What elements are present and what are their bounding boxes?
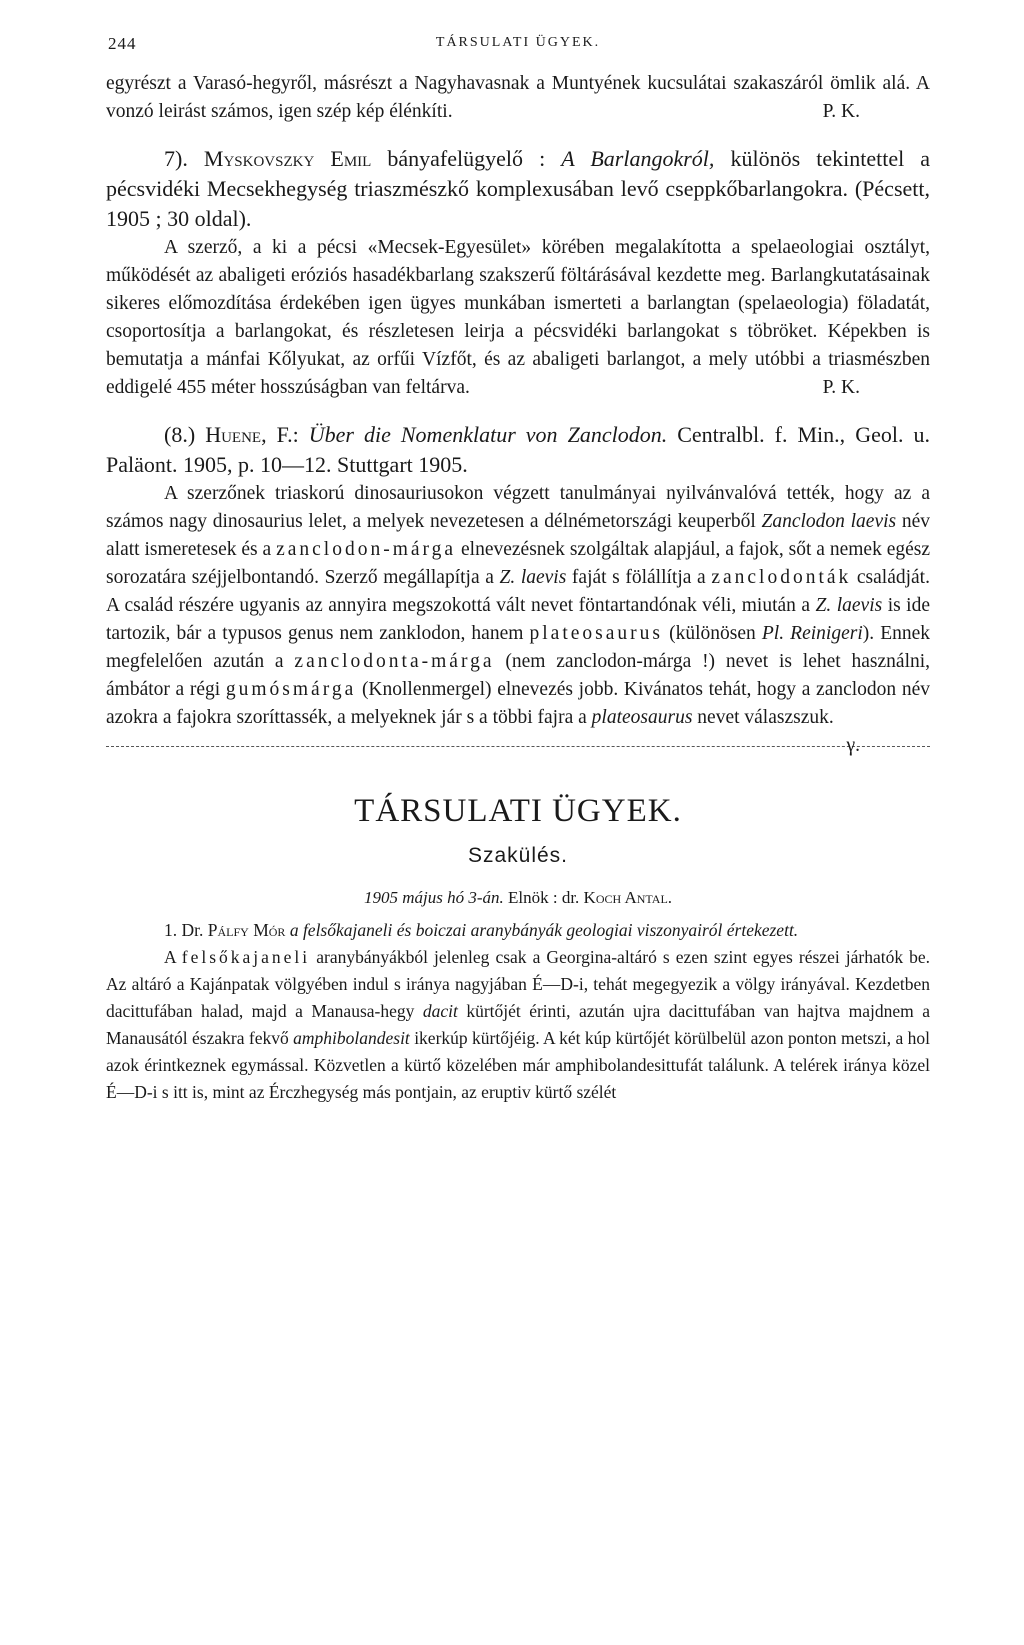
review-signature: P. K. <box>822 101 860 122</box>
review-paragraph <box>106 480 931 756</box>
meeting-date: 1905 május hó 3-án. <box>363 888 504 907</box>
chair-name: Koch Antal. <box>583 888 673 907</box>
review-text: (különösen <box>669 623 756 644</box>
section-title: TÁRSULATI ÜGYEK. <box>354 793 682 829</box>
review-text: nevet válaszszuk. <box>697 707 834 728</box>
review-signature: γ. <box>846 735 860 756</box>
review-text: elnevezésnek szolgáltak alapjául, a fajok, sőt a nemek egész sorozatára széjjelbontandó. Szerző megállapítja a <box>106 539 931 588</box>
item-title: a felsőkajaneli és boiczai aranybányák geologiai viszonyairól értekezett. <box>289 920 799 940</box>
review-text: (Knollenmergel) elnevezés jobb. Kivánatos tehát, hogy a zanclodon név azokra a fajokra szoríttassék, a melyeknek jár s a többi fajra a <box>106 679 930 728</box>
entry-citation: különös tekintettel a pécsvidéki Mecsekhegység triaszmészkő komplexusában levő cseppkőbarlangokra. (Pécsett, 1905 ; 30 oldal). <box>106 146 931 231</box>
taxon-name: Pl. Reinigeri <box>761 623 863 644</box>
entry-author: Myskovszky Emil <box>203 146 372 171</box>
page-number: 244 <box>108 34 137 53</box>
item-author: Pálfy Mór <box>207 920 286 940</box>
entry-number: 7). <box>164 146 188 171</box>
running-head: TÁRSULATI ÜGYEK. <box>435 35 601 50</box>
review-paragraph <box>106 234 930 402</box>
page-header <box>108 26 928 56</box>
spaced-term: felsőkajaneli <box>181 947 311 967</box>
item-text: A <box>164 947 176 967</box>
bibliography-entry-8 <box>106 420 930 480</box>
review-text: (nem zanclodon-márga !) nevet is lehet használni, ámbátor a régi <box>106 651 931 700</box>
chair-label: Elnök : dr. <box>507 888 580 907</box>
review-text: A szerző, a ki a pécsi «Mecsek-Egyesület» körében megalakította a spelaeologiai osztályt, működését az abaligeti eróziós hasadékbarlang szakszerű föltárásával kezdette meg. Barlangkutatásainak sikeres előmozdítása érdekében igen ügyes munkában ismerteti a barlangtan (spelaeologia) föladatát, csoportosítja a barlangokat, és részletesen leirja a pécsvidéki barlangokat s töbröket. Képekben is bemutatja a mánfai Kőlyukat, az orfűi Vízfőt, és az abaligeti barlangot, a mely utóbbi a triasmészben eddigelé 455 méter hosszúságban van feltárva. <box>106 237 930 398</box>
entry-title: A Barlangokról, <box>561 146 715 171</box>
review-text: A szerzőnek triaskorú dinosauriusokon végzett tanulmányai nyilvánvalóvá tették, hogy az a számos nagy dinosaurius lelet, a melyek nevezetesen a délnémetországi keuperből <box>106 483 930 532</box>
bibliography-entry-7 <box>106 144 930 234</box>
entry-number: (8.) <box>164 422 196 447</box>
page-body <box>106 70 930 1106</box>
entry-author: Huene, F. <box>205 422 293 447</box>
item-number: 1. Dr. <box>164 920 204 940</box>
item-text: ikerkúp kürtőjéig. A két kúp kürtőjét körülbelül azon ponton metszi, a hol azok érintkeznek egymással. Közvetlen a kürtő közelében már amphibolandesittufát találunk. A telérek iránya közel É—D-i s itt is, mint az Érczhegység más pontjain, az eruptiv kürtő szélét <box>106 1028 931 1102</box>
section-subtitle: Szakülés. <box>467 844 569 867</box>
entry-title: Über die Nomenklatur von Zanclodon. <box>308 422 668 447</box>
spaced-term: gumósmárga <box>225 679 357 700</box>
meeting-info <box>106 885 930 911</box>
item-text: kürtőjét érinti, azután ujra dacittufában van hajtva majdnem a Manausától északra fekvő <box>106 1001 931 1048</box>
entry-colon: : <box>292 422 299 447</box>
review-text: név alatt ismeretesek és a <box>106 511 930 560</box>
review-text: faját s fölállítja a <box>571 567 706 588</box>
review-text: is ide tartozik, bár a typusos genus nem zanklodon, hanem <box>106 595 931 644</box>
taxon-name: Z. laevis <box>815 595 883 616</box>
review-signature: P. K. <box>822 377 860 398</box>
agenda-item-1 <box>106 917 930 944</box>
review-text: családját. A család részére ugyanis az annyira megszokottá vált nevet föntartandónak véli, miután a <box>106 567 930 616</box>
spaced-term: zanclodonták <box>711 567 852 588</box>
rock-name: dacit <box>422 1001 458 1021</box>
spaced-term: plateosaurus <box>529 623 663 644</box>
spaced-term: zanclodonta-márga <box>294 651 495 672</box>
review-text: ). Ennek megfelelően azután a <box>106 623 931 672</box>
rock-name: amphibolandesit <box>293 1028 410 1048</box>
paragraph-text: egyrészt a Varasó-hegyről, másrészt a Nagyhavasnak a Muntyének kucsulátai szakaszáról ömlik alá. A vonzó leirást számos, igen szép kép élénkíti. <box>106 73 930 122</box>
paragraph-continuation <box>106 70 930 126</box>
item-body <box>106 944 930 1106</box>
taxon-name: plateosaurus <box>591 707 693 728</box>
entry-role: bányafelügyelő : <box>387 146 546 171</box>
entry-citation: Centralbl. f. Min., Geol. u. Paläont. 1905, p. 10—12. Stuttgart 1905. <box>106 422 930 477</box>
spaced-term: zanclodon-márga <box>276 539 457 560</box>
taxon-name: Z. laevis <box>499 567 567 588</box>
item-text: aranybányákból jelenleg csak a Georgina-altáró s ezen szint egyes részei járhatók be. Az altáró a Kajánpatak völgyében indul s iránya nagyjában É—D-i, tehát megegyezik a völgy irányával. Kezdetben dacittufában halad, majd a Manausa-hegy <box>106 947 931 1021</box>
taxon-name: Zanclodon laevis <box>761 511 897 532</box>
